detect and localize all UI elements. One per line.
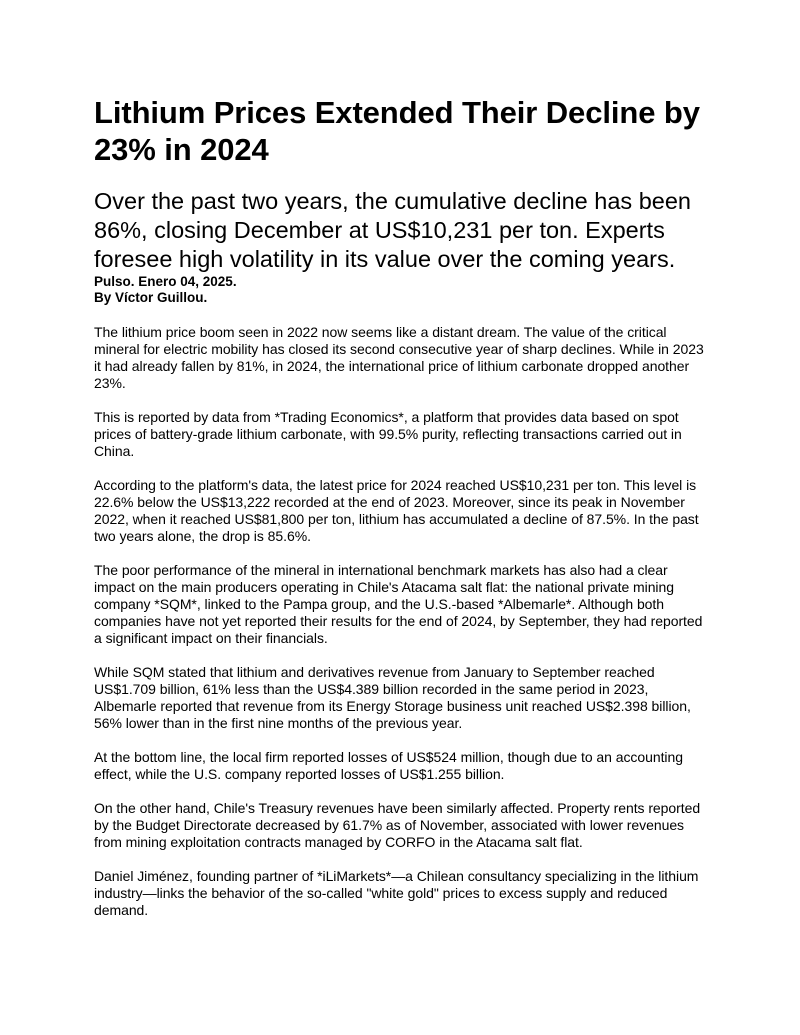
paragraph: The lithium price boom seen in 2022 now seems like a distant dream. The value of the critical mineral for electric mobility has closed its second consecutive year of sharp declines. While in 2023 it had already fallen by 81%, in 2024, the international price of lithium carbonate dropped another 23%.: [94, 324, 704, 391]
source-line: Pulso. Enero 04, 2025.: [94, 274, 237, 289]
paragraph: While SQM stated that lithium and derivatives revenue from January to September reached US$1.709 billion, 61% less than the US$4.389 billion recorded in the same period in 2023, Albemarle reported that revenue from its Energy Storage business unit reached US$2.398 billion, 56% lower than in the first nine months of the previous year.: [94, 664, 691, 731]
paragraph: Daniel Jiménez, founding partner of *iLiMarkets*—a Chilean consultancy specializing in the lithium industry—links the behavior of the so-called "white gold" prices to excess supply and reduced demand.: [94, 868, 699, 918]
paragraph: On the other hand, Chile's Treasury revenues have been similarly affected. Property rents reported by the Budget Directorate decreased by 61.7% as of November, associated with lower revenues from mining exploitation contracts managed by CORFO in the Atacama salt flat.: [94, 800, 701, 850]
paragraph: According to the platform's data, the latest price for 2024 reached US$10,231 per ton. This level is 22.6% below the US$13,222 recorded at the end of 2023. Moreover, since its peak in November 2022, when it reached US$81,800 per ton, lithium has accumulated a decline of 87.5%. In the past two years alone, the drop is 85.6%.: [94, 477, 699, 544]
author-line: By Víctor Guillou.: [94, 290, 208, 305]
paragraph: This is reported by data from *Trading Economics*, a platform that provides data based on spot prices of battery-grade lithium carbonate, with 99.5% purity, reflecting transactions carried out in China.: [94, 409, 682, 459]
article-title: Lithium Prices Extended Their Decline by 23% in 2024: [94, 95, 700, 167]
article-subtitle: Over the past two years, the cumulative decline has been 86%, closing December at US$10,231 per ton. Experts foresee high volatility in its value over the coming years.: [94, 188, 691, 272]
article-body: [94, 324, 708, 919]
article: [94, 94, 708, 936]
paragraph: At the bottom line, the local firm reported losses of US$524 million, though due to an accounting effect, while the U.S. company reported losses of US$1.255 billion.: [94, 749, 683, 782]
paragraph: The poor performance of the mineral in international benchmark markets has also had a clear impact on the main producers operating in Chile's Atacama salt flat: the national private mining company *SQM*, linked to the Pampa group, and the U.S.-based *Albemarle*. Although both companies have not yet reported their results for the end of 2024, by September, they had reported a significant impact on their financials.: [94, 562, 703, 646]
